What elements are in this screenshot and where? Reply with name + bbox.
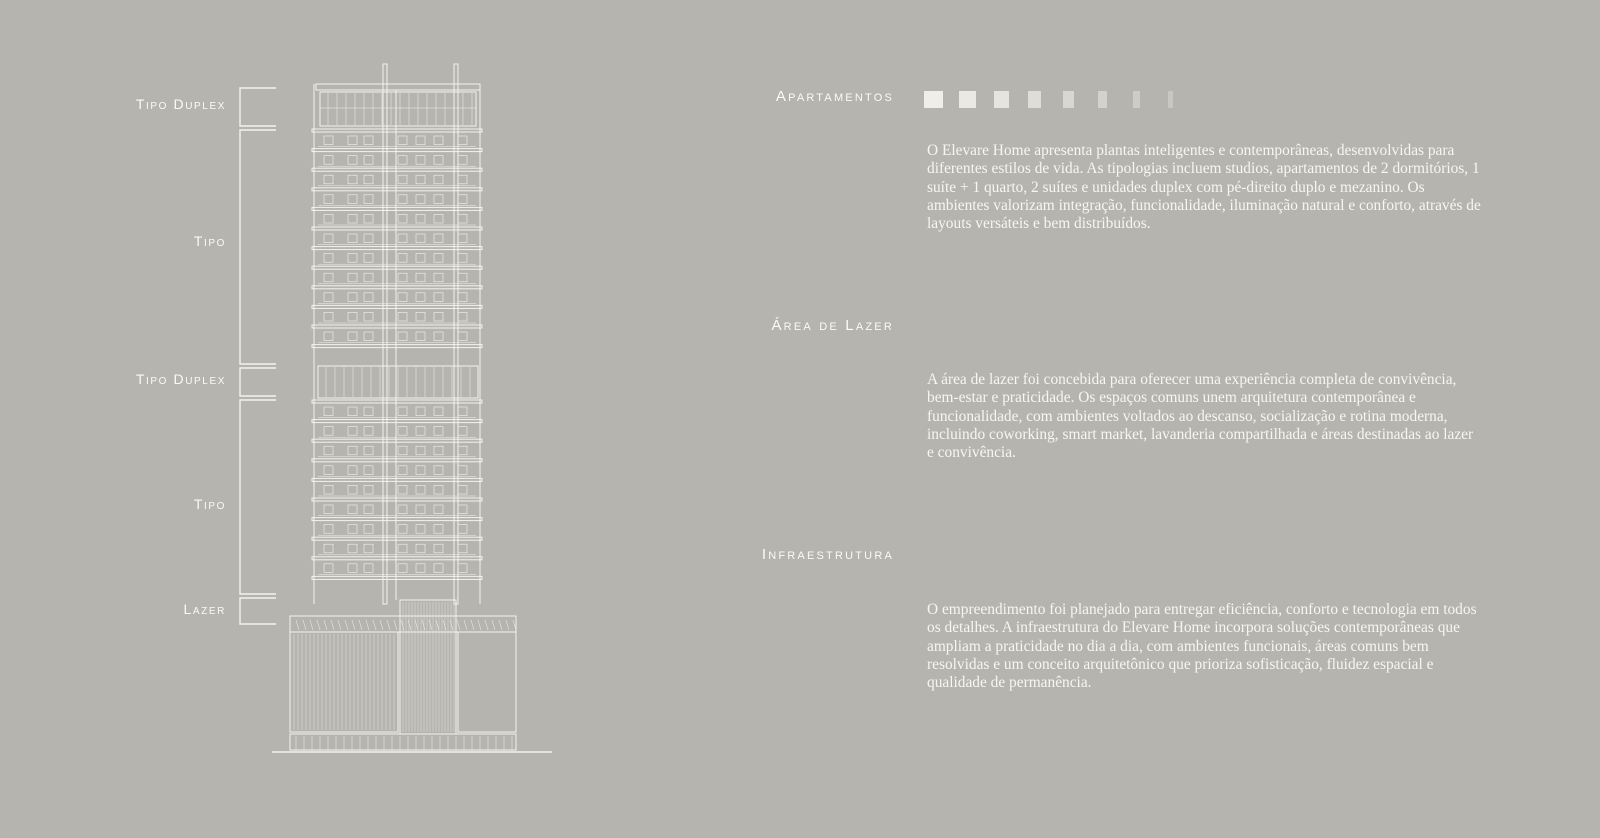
body-infraestrutura: O empreendimento foi planejado para entregar eficiência, conforto e tecnologia em todos os detalhes. A infraestrutura do Elevare Home incorpora soluções contemporâneas que ampliam a praticidade no dia a dia, com ambientes funcionais, áreas comuns bem resolvidas e um conceito arquitetônico que prioriza sofisticação, fluidez espacial e qualidade de permanência. xyxy=(927,601,1477,692)
label-mid-duplex: Tipo Duplex xyxy=(135,371,226,387)
heading-area-de-lazer: Área de Lazer xyxy=(771,317,894,334)
floor-brackets xyxy=(240,88,276,624)
body-apartamentos: O Elevare Home apresenta plantas inteligentes e contemporâneas, desenvolvidas para diferentes estilos de vida. As tipologias incluem studios, apartamentos de 2 dormitórios, 1 suíte + 1 quarto, 2 suítes e unidades duplex com pé-direito duplo e mezanino. Os ambientes valorizam integração, funcionalidade, iluminação natural e conforto, através de layouts versáteis e bem distribuídos. xyxy=(927,142,1481,233)
label-lazer: Lazer xyxy=(183,601,226,617)
label-top-duplex: Tipo Duplex xyxy=(135,96,226,112)
heading-apartamentos: Apartamentos xyxy=(775,88,894,105)
body-area-de-lazer: A área de lazer foi concebida para oferecer uma experiência completa de convivência, bem-estar e praticidade. Os espaços comuns unem arquitetura contemporânea e funcionalidade, com ambientes voltados ao descanso, socialização e rotina moderna, incluindo coworking, smart market, lavanderia compartilhada e áreas destinadas ao lazer e convivência. xyxy=(927,371,1474,462)
label-upper-tipo: Tipo xyxy=(193,233,226,249)
heading-infraestrutura: Infraestrutura xyxy=(761,546,894,563)
building-elevation-drawing xyxy=(0,0,600,838)
label-lower-tipo: Tipo xyxy=(193,496,226,512)
building-tower xyxy=(272,64,552,752)
